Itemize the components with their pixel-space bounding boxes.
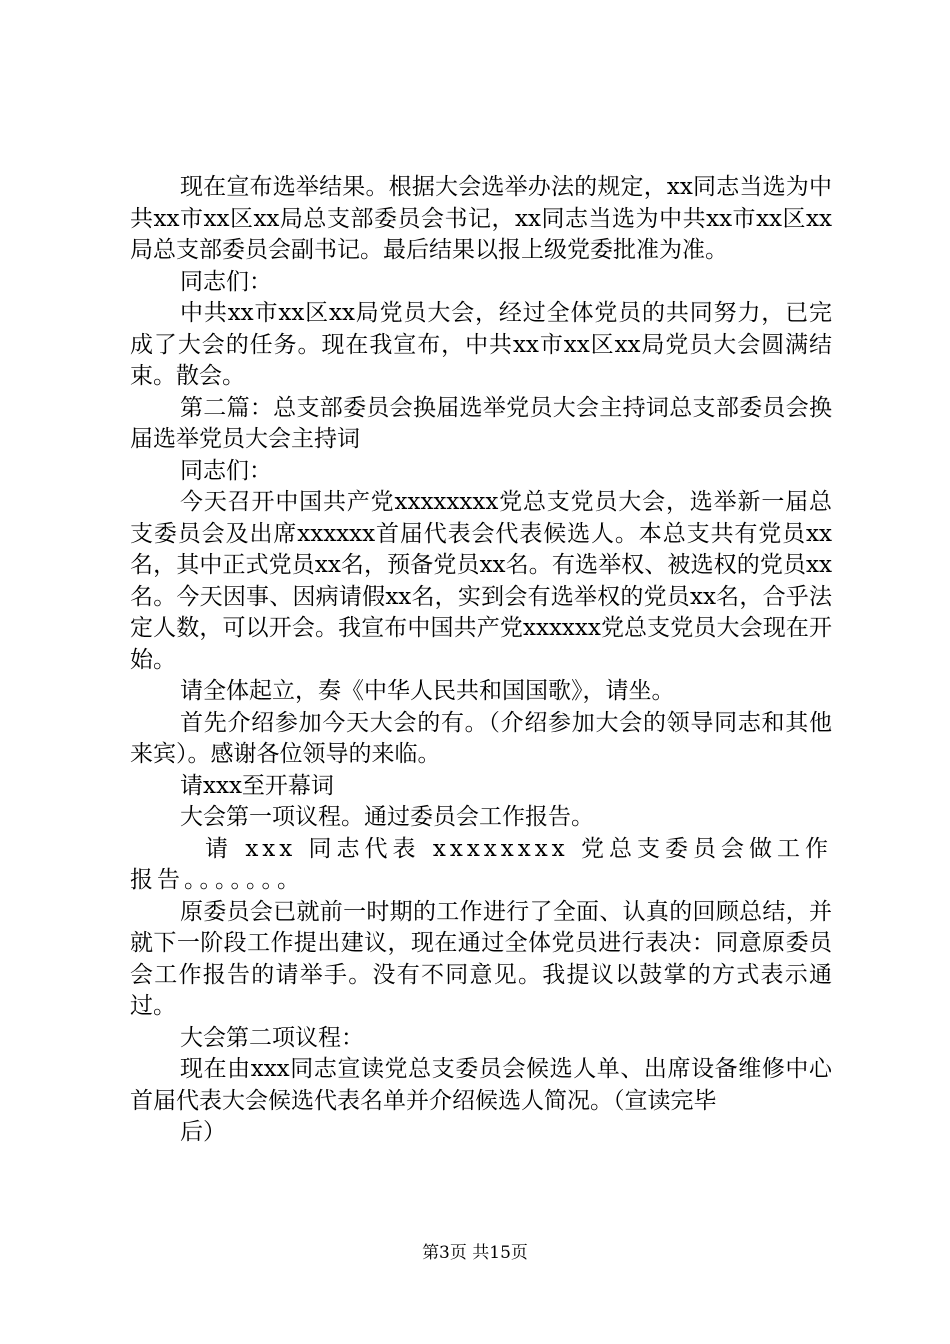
paragraph-anthem: 请全体起立，奏《中华人民共和国国歌》，请坐。 [180, 678, 675, 704]
paragraph-meeting-opening: 今天召开中国共产党xxxxxxxx党总支党员大会，选举新一届总支委员会及出席xxxxxx首届代表会代表候选人。本总支共有党员xx名，其中正式党员xx名，预备党员xx名。有选举权、被选权的党员xx名。今天因事、因病请假xx名，实到会有选举权的党员xx名，合乎法定人数，可以开会。我宣布中国共产党xxxxxx党总支党员大会现在开始。 [130, 489, 832, 673]
paragraph-salutation-2: 同志们： [180, 457, 272, 484]
paragraph-meeting-closing: 中共xx市xx区xx局党员大会，经过全体党员的共同努力，已完成了大会的任务。现在我宣布，中共xx市xx区xx局党员大会圆满结束。散会。 [130, 300, 832, 389]
page-number-footer: 第3页 共15页 [422, 1243, 528, 1263]
paragraph-after-reading: 后） [180, 1119, 226, 1145]
paragraph-vote: 原委员会已就前一时期的工作进行了全面、认真的回顾总结，并就下一阶段工作提出建议，现在通过全体党员进行表决：同意原委员会工作报告的请举手。没有不同意见。我提议以鼓掌的方式表示通过。 [130, 898, 832, 1019]
paragraph-salutation: 同志们： [180, 268, 272, 295]
paragraph-agenda-2: 大会第二项议程： [180, 1024, 364, 1051]
paragraph-agenda-1: 大会第一项议程。通过委员会工作报告。 [180, 804, 594, 830]
paragraph-section-title: 第二篇：总支部委员会换届选举党员大会主持词总支部委员会换届选举党员大会主持词 [130, 394, 832, 452]
paragraph-candidate-list: 现在由xxx同志宣读党总支委员会候选人单、出席设备维修中心首届代表大会候选代表名单并介绍候选人简况。（宣读完毕 [130, 1056, 832, 1114]
paragraph-election-result: 现在宣布选举结果。根据大会选举办法的规定，xx同志当选为中共xx市xx区xx局总支部委员会书记，xx同志当选为中共xx市xx区xx局总支部委员会副书记。最后结果以报上级党委批准为准。 [130, 174, 832, 263]
paragraph-introduction: 首先介绍参加今天大会的有。（介绍参加大会的领导同志和其他来宾）。感谢各位领导的来临。 [130, 709, 832, 767]
paragraph-work-report: 请 xxx 同志代表 xxxxxxxx 党总支委员会做工作报告。。。。。。。 [130, 835, 832, 893]
document-body [130, 172, 832, 1149]
paragraph-opening-speech: 请xxx至开幕词 [180, 772, 334, 799]
